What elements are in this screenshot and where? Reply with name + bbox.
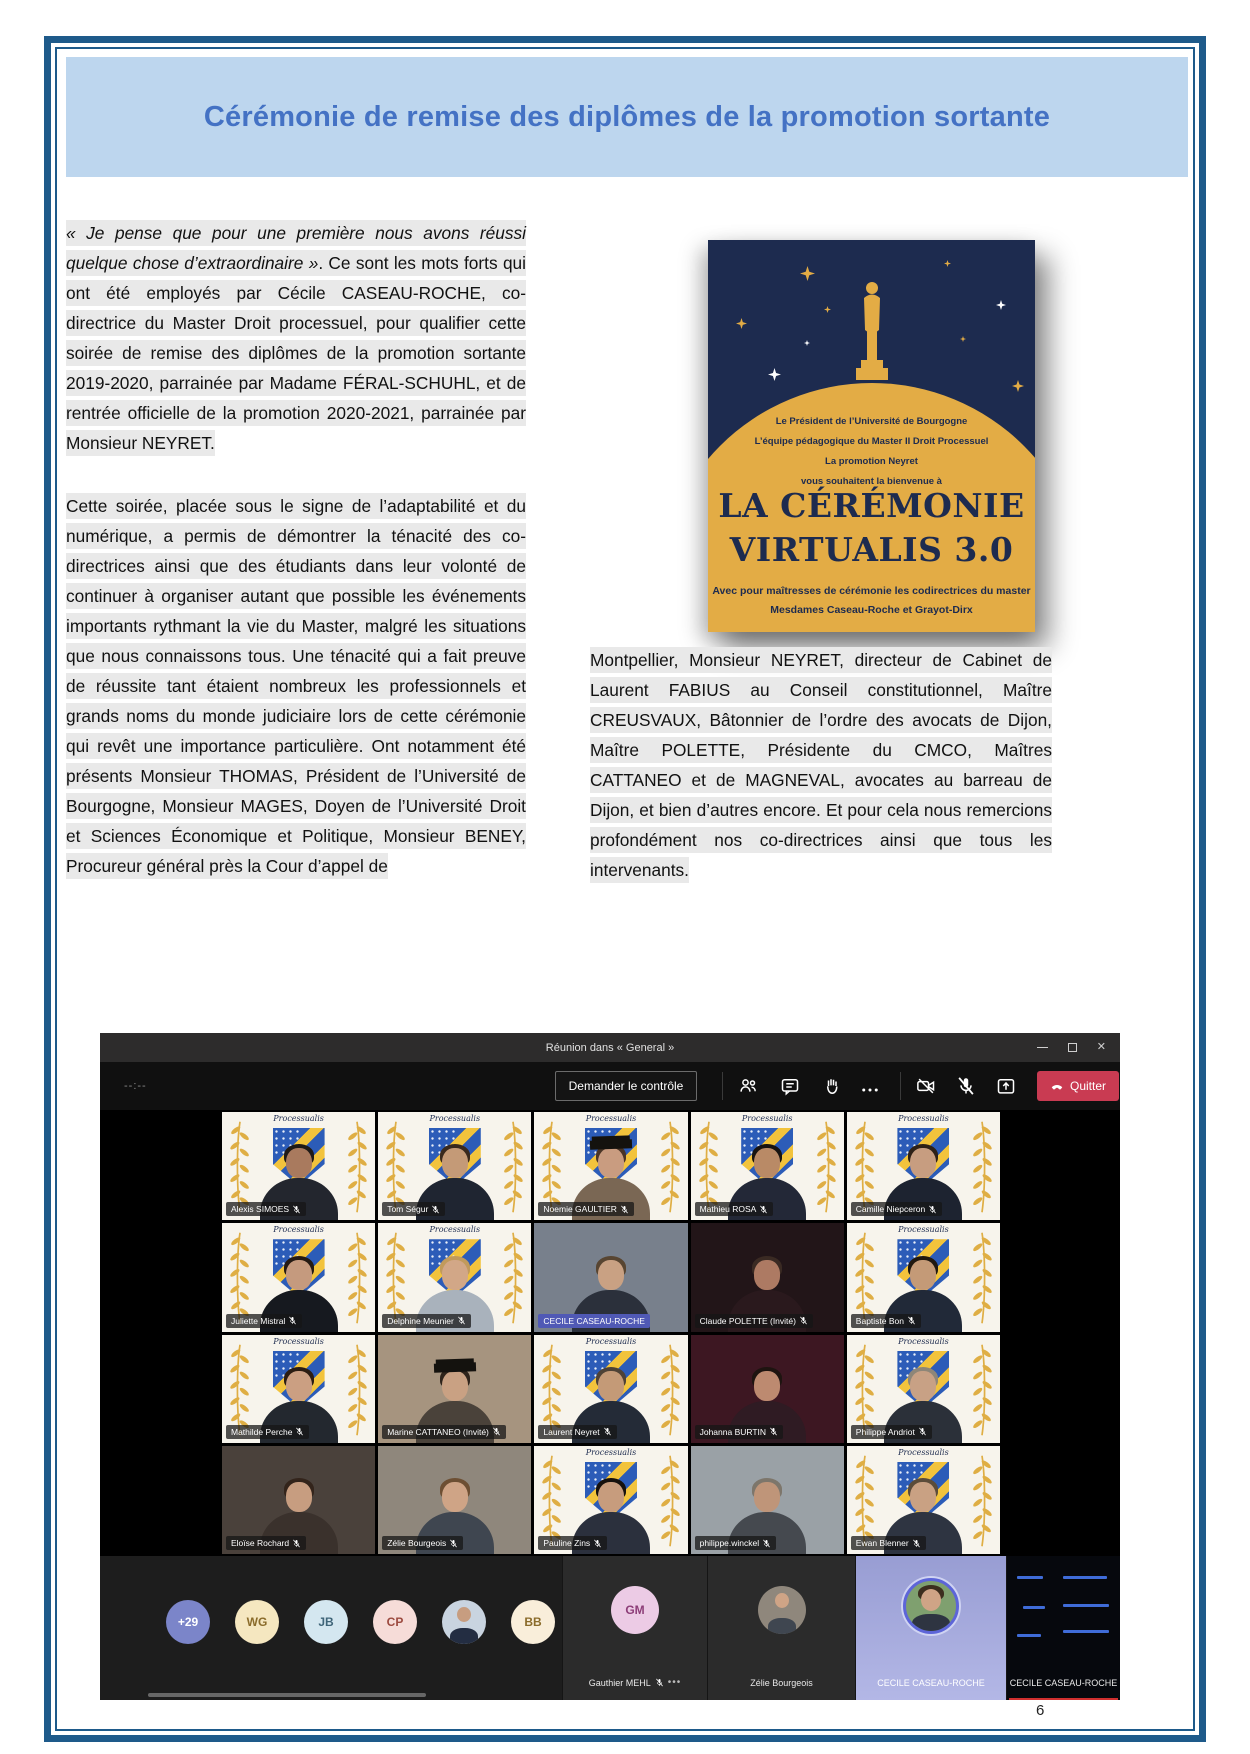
poster-title: LA CÉRÉMONIE VIRTUALIS 3.0 <box>718 486 1025 569</box>
participant-tile[interactable] <box>847 1446 1000 1554</box>
participant-name: Noemie GAULTIER <box>543 1204 617 1215</box>
participants-grid <box>222 1112 1000 1554</box>
header-banner <box>66 57 1188 177</box>
participant-name: Philippe Andriot <box>855 1426 915 1437</box>
virtual-background-watermark: Processualis <box>898 1225 949 1235</box>
mic-muted-icon <box>292 1205 301 1214</box>
camera-off-icon[interactable] <box>916 1076 936 1096</box>
graduation-cap <box>590 1140 632 1150</box>
participant-name: Mathilde Perche <box>231 1426 293 1437</box>
participant-name-label <box>695 1425 783 1439</box>
participant-name: Zélie Bourgeois <box>750 1678 813 1688</box>
virtual-background-watermark: Processualis <box>429 1114 481 1123</box>
ceremony-poster <box>708 240 1035 632</box>
poster-line: La promotion Neyret <box>825 456 918 467</box>
mic-muted-icon <box>912 1539 921 1548</box>
paragraph-text: . Ce sont les mots forts qui ont été employés par Cécile CASEAU-ROCHE, co-directrice du Master Droit processuel, pour qualifier cette soirée de remise des diplômes de la promotion sortante 2019-2020, parrainée par Madame FÉRAL-SCHUHL, et de rentrée officielle de la promotion 2020-2021, parrainée par Monsieur NEYRET. <box>66 253 527 453</box>
virtual-background-watermark: Processualis <box>585 1114 637 1123</box>
mic-muted-icon <box>292 1539 301 1548</box>
virtual-background-watermark: Processualis <box>898 1114 949 1123</box>
virtual-background-watermark: Processualis <box>273 1336 324 1346</box>
participant-tile[interactable] <box>691 1112 844 1220</box>
participant-tile[interactable] <box>222 1223 375 1331</box>
participant-tile[interactable] <box>378 1223 531 1331</box>
poster-line: Le Président de l’Université de Bourgogne <box>775 416 968 427</box>
participant-name-label <box>226 1314 302 1328</box>
avatar-row <box>166 1600 555 1644</box>
participant-name: Tom Ségur <box>387 1204 429 1215</box>
more-options-icon[interactable] <box>860 1080 880 1100</box>
participant-tile[interactable] <box>534 1446 687 1554</box>
participant-initials-avatar[interactable]: JB <box>304 1600 348 1644</box>
participant-name: Mathieu ROSA <box>699 1204 757 1215</box>
participant-name: Camille Niepceron <box>855 1204 926 1215</box>
tray-scrollbar[interactable] <box>148 1693 426 1697</box>
participant-name-label <box>382 1536 463 1550</box>
mic-muted-icon <box>655 1678 664 1687</box>
more-options-icon[interactable]: ••• <box>667 1677 682 1688</box>
participant-tile[interactable] <box>222 1112 375 1220</box>
participant-name-label <box>695 1536 777 1550</box>
participant-name: CECILE CASEAU-ROCHE <box>1009 1678 1118 1688</box>
participant-tile[interactable] <box>534 1112 687 1220</box>
leave-meeting-label: Quitter <box>1069 1079 1106 1093</box>
mic-muted-icon <box>928 1205 937 1214</box>
participant-tile[interactable] <box>222 1446 375 1554</box>
virtual-background-watermark: Processualis <box>898 1447 949 1457</box>
shared-content-text <box>1017 1634 1041 1637</box>
participant-name-label <box>382 1314 471 1328</box>
participant-tile[interactable] <box>691 1223 844 1331</box>
virtual-background-watermark: Processualis <box>585 1336 637 1346</box>
page-title: Cérémonie de remise des diplômes de la promotion sortante <box>203 100 1051 133</box>
poster-intro-lines <box>708 412 1035 492</box>
quote-text: « Je pense que pour une première nous avons réussi quelque chose d’extraordinaire » <box>66 223 526 273</box>
participant-initials-avatar[interactable]: +29 <box>166 1600 210 1644</box>
mic-muted-icon <box>492 1427 501 1436</box>
participant-initials-avatar[interactable]: WG <box>235 1600 279 1644</box>
participant-tile[interactable] <box>378 1112 531 1220</box>
participant-name: Gauthier MEHL <box>588 1677 651 1688</box>
participant-name: Baptiste Bon <box>855 1315 904 1326</box>
tray-tile-screenshare[interactable] <box>1006 1556 1120 1700</box>
mic-muted-icon <box>288 1316 297 1325</box>
shared-content-text <box>1063 1576 1107 1579</box>
recording-indicator-line <box>1009 1698 1117 1700</box>
poster-text <box>708 240 1035 632</box>
participant-name: CECILE CASEAU-ROCHE <box>543 1315 645 1326</box>
participant-name: Ewan Blenner <box>855 1538 909 1548</box>
minimize-button[interactable] <box>1037 1047 1048 1048</box>
participant-photo-avatar[interactable] <box>442 1600 486 1644</box>
tray-tile-zelie[interactable] <box>707 1556 855 1700</box>
paragraph-body: Cette soirée, placée sous le signe de l’adaptabilité et du numérique, a permis de démontrer la ténacité des co-directrices ainsi que des étudiants dans leur volonté de continuer à organiser autant que possible les événements importants rythmant la vie du Master, malgré les situations que nous connaissons tous. Une ténacité qui a fait preuve de réussite tant étaient nombreux les professionnels et grands noms du monde judiciaire lors de cette cérémonie qui revêt une importance particulière. Ont notamment été présents Monsieur THOMAS, Président de l’Université de Bourgogne, Monsieur MAGES, Doyen de l’Université Droit et Sciences Économique et Politique, Monsieur BENEY, Procureur général près la Cour d’appel de <box>66 491 526 881</box>
participant-name: Marine CATTANEO (Invité) <box>387 1426 489 1437</box>
virtual-background-watermark: Processualis <box>273 1114 324 1123</box>
participant-name-label <box>538 1314 650 1328</box>
paragraph-quote <box>66 218 526 458</box>
tray-tile-cecile-active[interactable] <box>855 1556 1006 1700</box>
shared-content-text <box>1063 1604 1109 1607</box>
participant-name-label <box>695 1314 813 1328</box>
request-control-button[interactable]: Demander le contrôle <box>555 1071 697 1101</box>
mic-muted-icon <box>620 1205 629 1214</box>
virtual-background-watermark: Processualis <box>898 1336 949 1346</box>
shared-content-text <box>1063 1630 1109 1633</box>
participant-tile[interactable] <box>691 1335 844 1443</box>
mic-muted-icon <box>799 1316 808 1325</box>
paragraph-body: Montpellier, Monsieur NEYRET, directeur de Cabinet de Laurent FABIUS au Conseil constitutionnel, Maître CREUSVAUX, Bâtonnier de l’ordre des avocats de Dijon, Maître POLETTE, Présidente du CMCO, Maîtres CATTANEO et de MAGNEVAL, avocates au barreau de Dijon, et bien d’autres encore. Et pour cela nous remercions profondément nos co-directrices ainsi que tous les intervenants. <box>590 645 1052 885</box>
participant-initials-avatar: GM <box>611 1586 659 1634</box>
mic-muted-icon <box>457 1316 466 1325</box>
participant-initials-avatar[interactable]: BB <box>511 1600 555 1644</box>
shared-content-text <box>1023 1606 1045 1609</box>
participant-name-label <box>382 1202 445 1216</box>
poster-line: vous souhaitent la bienvenue à <box>801 476 942 487</box>
shared-content-text <box>1017 1576 1043 1579</box>
participants-icon[interactable] <box>738 1076 758 1096</box>
participant-name-label <box>851 1536 926 1550</box>
participant-tile[interactable] <box>222 1335 375 1443</box>
mic-muted-icon <box>769 1427 778 1436</box>
window-title: Réunion dans « General » <box>545 1041 675 1054</box>
participant-initials-avatar[interactable]: CP <box>373 1600 417 1644</box>
participant-tile[interactable] <box>847 1112 1000 1220</box>
participant-photo-avatar <box>758 1586 806 1634</box>
participant-name-label <box>226 1202 306 1216</box>
participant-name: Zélie Bourgeois <box>387 1538 447 1548</box>
participant-name: Claude POLETTE (Invité) <box>699 1315 796 1326</box>
participant-tile[interactable] <box>378 1335 531 1443</box>
teams-meeting-window <box>100 1033 1120 1700</box>
mic-muted-icon <box>593 1539 602 1548</box>
participant-name: Eloïse Rochard <box>231 1538 290 1548</box>
participant-name: philippe.winckel <box>699 1538 760 1548</box>
hangup-icon <box>1050 1079 1064 1093</box>
mic-off-icon[interactable] <box>956 1076 976 1096</box>
window-titlebar <box>100 1033 1120 1062</box>
maximize-button[interactable] <box>1068 1043 1077 1052</box>
participant-name-label <box>226 1536 306 1550</box>
toolbar-divider <box>900 1072 901 1100</box>
participant-name-label <box>851 1314 921 1328</box>
participant-name: Delphine Meunier <box>387 1315 454 1326</box>
virtual-background-watermark: Processualis <box>273 1225 324 1235</box>
toolbar-divider <box>722 1072 723 1100</box>
poster-line: L’équipe pédagogique du Master II Droit Processuel <box>754 436 989 447</box>
virtual-background-watermark: Processualis <box>429 1225 481 1235</box>
participant-tile[interactable] <box>847 1223 1000 1331</box>
video-stage <box>100 1110 1120 1556</box>
participant-name-label <box>226 1425 309 1439</box>
virtual-background-watermark: Processualis <box>585 1447 637 1457</box>
participant-name: Juliette Mistral <box>231 1315 286 1326</box>
participant-name: CECILE CASEAU-ROCHE <box>877 1678 985 1688</box>
participant-name-label <box>538 1425 616 1439</box>
close-button[interactable]: ✕ <box>1096 1041 1106 1053</box>
participant-tile[interactable] <box>534 1223 687 1331</box>
participant-name: Pauline Zins <box>543 1538 591 1548</box>
participant-name: Johanna BURTIN <box>699 1426 767 1437</box>
tray-tile-gauthier[interactable] <box>562 1556 707 1700</box>
mic-muted-icon <box>762 1539 771 1548</box>
active-speaker-avatar <box>903 1578 959 1634</box>
mic-muted-icon <box>431 1205 440 1214</box>
poster-footer: Avec pour maîtresses de cérémonie les codirectrices du master Mesdames Caseau-Roche et Grayot-Dirx <box>712 585 1031 616</box>
mic-muted-icon <box>449 1539 458 1548</box>
mic-muted-icon <box>907 1316 916 1325</box>
mic-muted-icon <box>918 1427 927 1436</box>
participant-name-label <box>851 1425 932 1439</box>
participant-name-label <box>382 1425 506 1439</box>
chat-icon[interactable] <box>780 1076 800 1096</box>
virtual-background-watermark: Processualis <box>741 1114 793 1123</box>
share-screen-icon[interactable] <box>996 1076 1016 1096</box>
graduation-cap <box>434 1362 476 1372</box>
leave-meeting-button[interactable] <box>1037 1071 1119 1101</box>
participant-name: Laurent Neyret <box>543 1426 600 1437</box>
mic-muted-icon <box>295 1427 304 1436</box>
article-left-column <box>66 218 526 881</box>
participant-name-label <box>538 1536 607 1550</box>
participant-name-label <box>538 1202 634 1216</box>
participant-tile[interactable] <box>378 1446 531 1554</box>
page-number: 6 <box>1036 1702 1045 1719</box>
participant-tile[interactable] <box>534 1335 687 1443</box>
participant-name-label <box>695 1202 774 1216</box>
raise-hand-icon[interactable] <box>822 1076 842 1096</box>
participants-tray <box>100 1556 1120 1700</box>
participant-tile[interactable] <box>847 1335 1000 1443</box>
participant-name-label <box>851 1202 942 1216</box>
mic-muted-icon <box>603 1427 612 1436</box>
article-right-column <box>590 645 1052 885</box>
participant-name: Alexis SIMOES <box>231 1204 290 1215</box>
mic-muted-icon <box>759 1205 768 1214</box>
meeting-toolbar <box>100 1062 1120 1110</box>
meeting-timer: --:-- <box>124 1080 147 1092</box>
participant-tile[interactable] <box>691 1446 844 1554</box>
